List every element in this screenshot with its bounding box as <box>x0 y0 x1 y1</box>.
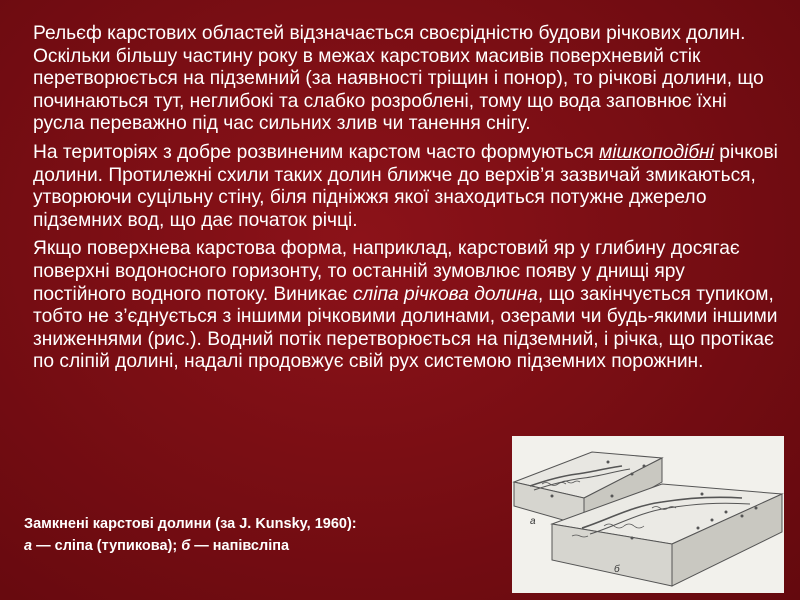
paragraph-1 <box>33 23 778 136</box>
term-blind-valley: сліпа річкова долина <box>352 283 538 305</box>
paragraph-1-text: Рельєф карстових областей відзначається своєрідністю будови річкових долин. Оскільки більшу частину року в межах карстових масивів поверхневий стік перетворюється на підземний (за наявності тріщин і понор), то річкові долини, що починаються тут, неглибокі та слабко розроблені, тому що вода заповнює їхні русла переважно під час сильних злив чи танення снігу. <box>33 23 764 135</box>
karst-valleys-diagram <box>512 436 784 593</box>
caption-text-b: — напівсліпа <box>190 538 290 554</box>
paragraph-2-end: річкові долини. Протилежні схили таких долин ближче до верхів’я зазвичай змикаються, утворюючи суцільну стіну, біля підніжжя якої знаходиться потужне джерело підземних вод, що дає початок річці. <box>33 141 778 231</box>
paragraph-3-start: Якщо поверхнева карстова форма, наприклад, карстовий яр у глибину досягає поверхні водоносного горизонту, то останній зумовлює появу у днищі яру постійного водного потоку. Виникає <box>33 238 740 305</box>
paragraph-2-start: На територіях з добре розвиненим карстом часто формуються <box>33 141 600 163</box>
closed-karst-valleys-figure <box>512 436 784 593</box>
term-sack-valley: мішкоподібні <box>599 141 714 163</box>
paragraph-3-end: , що закінчується тупиком, тобто не з’єднується з іншими річковими долинами, озерами чи будь-якими іншими зниженнями (рис.). Водний потік перетворюється на підземний, і річка, що протікає по сліпій долині, надалі продовжує свій рух системою підземних порожнин. <box>33 283 778 373</box>
paragraph-3 <box>33 238 778 374</box>
caption-legend <box>24 535 384 557</box>
caption-label-a: а <box>24 538 33 554</box>
figure-label-a: а <box>530 516 536 527</box>
figure-caption <box>24 513 384 557</box>
paragraph-2 <box>33 142 778 232</box>
caption-text-a: — сліпа (тупикова); <box>32 538 182 554</box>
caption-label-b: б <box>181 538 191 554</box>
figure-label-b: б <box>614 564 620 575</box>
body-text <box>33 23 778 380</box>
caption-title: Замкнені карстові долини (за J. Kunsky, 1960): <box>24 516 357 532</box>
